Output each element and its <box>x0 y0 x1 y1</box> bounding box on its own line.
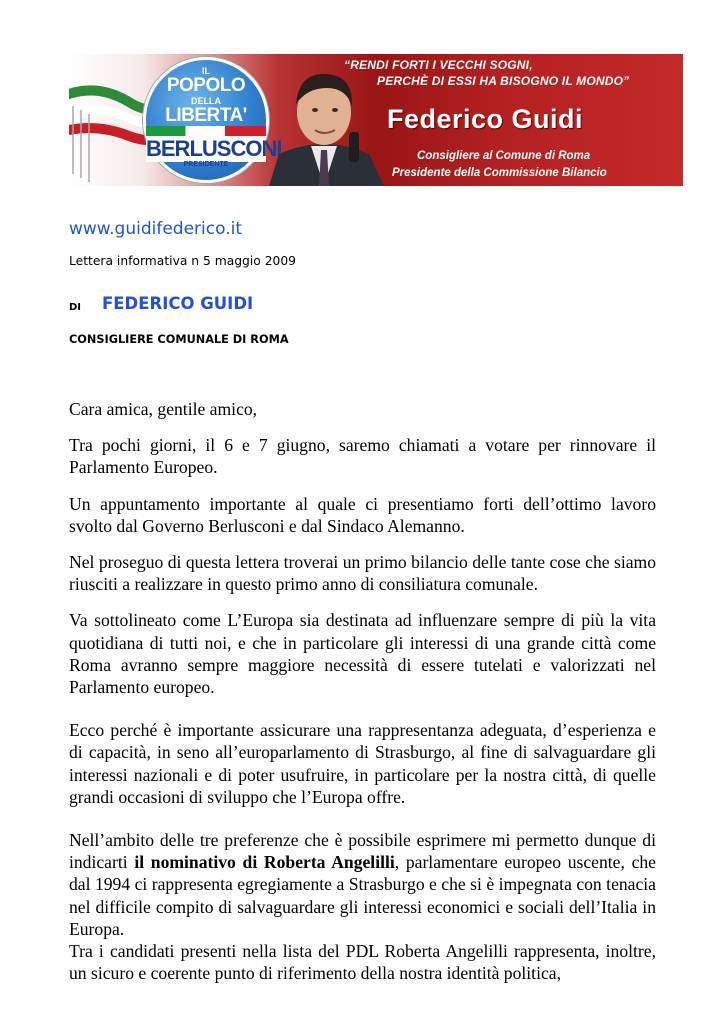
letter-paragraph: Va sottolineato come L’Europa sia destinata ad influenzare sempre di più la vita quotidiana di tutti noi, e che in particolare gli interessi di una grande città come Roma avranno sempre maggiore necessità di essere tutelati e valorizzati nel Parlamento europeo. <box>69 610 656 698</box>
letter-paragraph: Ecco perché è importante assicurare una rappresentanza adeguata, d’esperienza e di capacità, in seno all’europarlamento di Strasburgo, al fine di salvaguardare gli interessi nazionali e di poter usufruire, in particolare per la nostra città, di quelle grandi occasioni di sviluppo che l’Europa offre. <box>69 720 656 807</box>
header-banner <box>69 54 683 186</box>
author-role: CONSIGLIERE COMUNALE DI ROMA <box>69 333 289 346</box>
letter-paragraph: Nel proseguo di questa lettera troverai un primo bilancio delle tante cose che siamo riusciti a realizzare in questo primo anno di consiliatura comunale. <box>69 552 656 595</box>
banner-role: Presidente della Commissione Bilancio <box>392 167 607 179</box>
logo-text: LIBERTA' <box>165 105 247 126</box>
logo-text: BERLUSCONI <box>146 136 282 161</box>
letter-body <box>69 398 656 984</box>
banner-quote: “RENDI FORTI I VECCHI SOGNI, <box>344 58 533 72</box>
letter-paragraph <box>69 829 656 940</box>
paragraph-text: , parlamentare europeo uscente, che dal 1994 ci rappresenta egregiamente a Strasburgo e che si è impegnata con tenacia nel difficile compito di salvaguardare gli interessi economici e sociali dell’Italia in Europa. <box>69 852 656 939</box>
website-link[interactable]: www.guidifederico.it <box>69 219 243 239</box>
letter-paragraph: Un appuntamento importante al quale ci presentiamo forti dell’ottimo lavoro svolto dal Governo Berlusconi e dal Sindaco Alemanno. <box>69 493 656 536</box>
logo-text: PRESIDENTE <box>183 161 229 168</box>
letter-greeting: Cara amica, gentile amico, <box>69 399 258 419</box>
banner-name: Federico Guidi <box>387 104 584 134</box>
logo-tricolor-stripe <box>146 126 266 136</box>
paragraph-text: Nell’ambito delle tre preferenze che è possibile esprimere mi permetto dunque di indicarti <box>69 830 656 873</box>
banner-quote: PERCHÈ DI ESSI HA BISOGNO IL MONDO” <box>377 74 630 88</box>
letter-paragraph: Tra i candidati presenti nella lista del PDL Roberta Angelilli rappresenta, inoltre, un sicuro e coerente punto di riferimento della nostra identità politica, <box>69 941 656 984</box>
letter-paragraph: Tra pochi giorni, il 6 e 7 giugno, saremo chiamati a votare per rinnovare il Parlamento Europeo. <box>69 435 656 478</box>
logo-text: IL <box>202 66 210 76</box>
banner-role: Consigliere al Comune di Roma <box>417 150 591 162</box>
by-label: DI <box>69 302 82 313</box>
newsletter-info: Lettera informativa n 5 maggio 2009 <box>69 254 296 268</box>
logo-text: DELLA <box>191 96 221 106</box>
highlighted-candidate: il nominativo di Roberta Angelilli <box>134 852 395 873</box>
author-name: FEDERICO GUIDI <box>102 294 254 313</box>
logo-text: POPOLO <box>166 75 246 96</box>
